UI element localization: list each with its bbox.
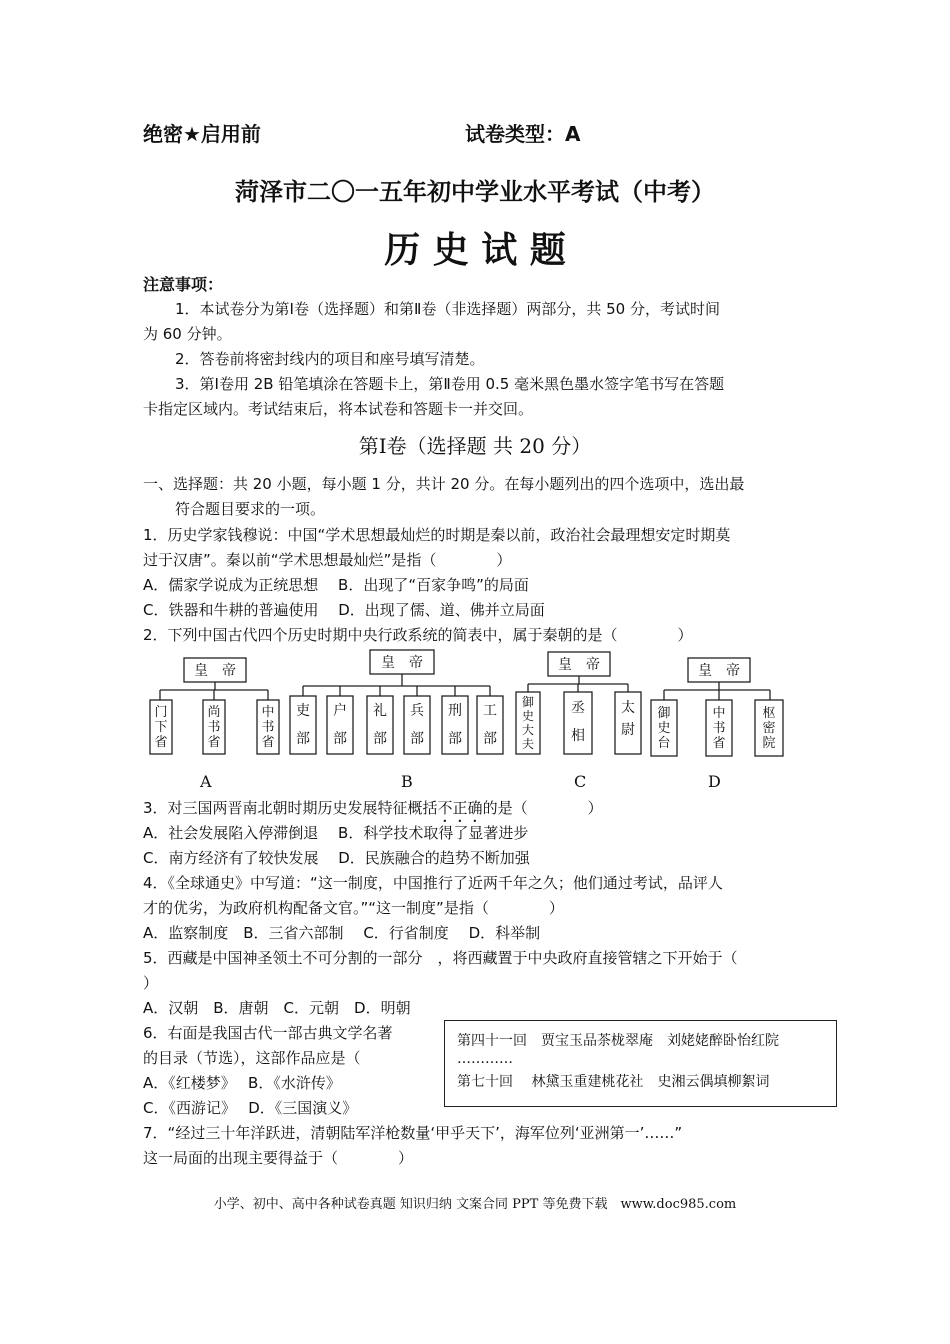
q1-stem-2: 过于汉唐”。秦以前“学术思想最灿烂”是指（ ） (143, 551, 512, 569)
toc-line-1: 第四十一回 贾宝玉品茶栊翠庵 刘姥姥醉卧怡红院 (457, 1033, 779, 1049)
diagram-c-child-label: 太尉 (621, 700, 635, 738)
diagram-c-top-label: 皇 帝 (558, 657, 600, 673)
q2-stem: 2．下列中国古代四个历史时期中央行政系统的简表中，属于秦朝的是（ ） (143, 626, 693, 644)
diagram-b-label: B (401, 772, 413, 791)
q3-stem-post: 的是（ ） (482, 799, 603, 817)
paper-type-label: 试卷类型：A (465, 122, 581, 146)
toc-ellipsis: ………… (457, 1051, 513, 1067)
part1-heading: 第Ⅰ卷（选择题 共 20 分） (358, 434, 592, 458)
note-3b: 卡指定区域内。考试结束后，将本试卷和答题卡一并交回。 (143, 400, 534, 418)
q4-options: A．监察制度 B．三省六部制 C．行省制度 D．科举制 (143, 924, 541, 942)
diagram-b-child-label: 工部 (483, 703, 497, 747)
diagram-b-child-label: 礼部 (373, 703, 387, 747)
q1-stem-1: 1．历史学家钱穆说：中国“学术思想最灿烂的时期是秦以前，政治社会最理想安定时期莫 (143, 526, 731, 544)
q5-stem-2: ） (143, 974, 159, 992)
q1-options-cd: C．铁器和牛耕的普遍使用 D．出现了儒、道、佛并立局面 (143, 601, 545, 619)
diagram-a-child-label: 门下省 (154, 705, 168, 750)
q2-org-diagrams (140, 646, 800, 766)
q7-stem-1: 7．“经过三十年洋跃进，清朝陆军洋枪数量‘甲乎天下’，海军位列‘亚洲第一’……” (143, 1124, 683, 1142)
q6-options-ab: A．《红楼梦》 B．《水浒传》 (143, 1074, 341, 1092)
q3-options-cd: C．南方经济有了较快发展 D．民族融合的趋势不断加强 (143, 849, 530, 867)
diagram-b-child-label: 兵部 (410, 703, 424, 747)
diagram-a-child-label: 中书省 (261, 705, 275, 750)
toc-line-2: 第七十回 林黛玉重建桃花社 史湘云偶填柳絮词 (457, 1074, 770, 1090)
q4-stem-2: 才的优劣，为政府机构配备文官。”“这一制度”是指（ ） (143, 899, 564, 917)
diagram-d-top-label: 皇 帝 (698, 663, 740, 679)
note-2: 2．答卷前将密封线内的项目和座号填写清楚。 (175, 350, 485, 368)
secret-label: 绝密★启用前 (143, 122, 261, 146)
diagram-b-child-label: 户部 (333, 703, 347, 747)
diagram-b-child-label: 刑部 (448, 703, 462, 747)
q3-stem-pre: 3．对三国两晋南北朝时期历史发展特征概括 (143, 799, 438, 817)
diagram-d-child-label: 御史台 (657, 706, 671, 751)
subject-title: 历 史 试 题 (384, 229, 566, 271)
q5-options: A．汉朝 B．唐朝 C．元朝 D．明朝 (143, 999, 411, 1017)
q3-stem-emphasis: 不正确 (437, 799, 483, 817)
q7-stem-2: 这一局面的出现主要得益于（ ） (143, 1149, 414, 1167)
section-line2: 符合题目要求的一项。 (175, 500, 326, 518)
section-line1: 一、选择题：共 20 小题，每小题 1 分，共计 20 分。在每小题列出的四个选项中，选出最 (143, 475, 745, 493)
q3-options-ab: A．社会发展陷入停滞倒退 B．科学技术取得了显著进步 (143, 824, 529, 842)
q4-stem-1: 4．《全球通史》中写道：“这一制度，中国推行了近两千年之久；他们通过考试，品评人 (143, 874, 723, 892)
q5-stem-1: 5．西藏是中国神圣领土不可分割的一部分 ，将西藏置于中央政府直接管辖之下开始于（ (143, 949, 738, 967)
q1-options-ab: A．儒家学说成为正统思想 B．出现了“百家争鸣”的局面 (143, 576, 529, 594)
notes-heading: 注意事项： (143, 275, 224, 294)
page-footer: 小学、初中、高中各种试卷真题 知识归纳 文案合同 PPT 等免费下载 www.doc985.com (213, 1197, 737, 1212)
q6-table-of-contents-box (444, 1020, 837, 1107)
note-1b: 为 60 分钟。 (143, 325, 232, 343)
diagram-a-label: A (200, 772, 212, 791)
diagram-a-top-label: 皇 帝 (194, 663, 236, 679)
q6-stem-2: 的目录（节选），这部作品应是（ (143, 1049, 361, 1067)
diagram-d-child-label: 枢密院 (762, 706, 776, 751)
diagram-d-child-label: 中书省 (712, 706, 726, 751)
diagram-c-child-label: 丞相 (571, 700, 585, 744)
note-1a: 1．本试卷分为第Ⅰ卷（选择题）和第Ⅱ卷（非选择题）两部分，共 50 分，考试时间 (175, 300, 720, 318)
diagram-b-top-label: 皇 帝 (381, 655, 423, 671)
exam-title: 菏泽市二〇一五年初中学业水平考试（中考） (235, 178, 715, 206)
q6-stem-1: 6．右面是我国古代一部古典文学名著 (143, 1024, 393, 1042)
diagram-c-label: C (574, 772, 587, 791)
diagram-a-child-label: 尚书省 (207, 705, 221, 750)
diagram-c-child-label: 御史大夫 (521, 695, 535, 751)
diagram-b-child-label: 吏部 (296, 703, 310, 747)
note-3a: 3．第Ⅰ卷用 2B 铅笔填涂在答题卡上，第Ⅱ卷用 0.5 毫米黑色墨水签字笔书写在答题 (175, 375, 725, 393)
diagram-d-label: D (708, 772, 721, 791)
q6-options-cd: C．《西游记》 D．《三国演义》 (143, 1099, 358, 1117)
